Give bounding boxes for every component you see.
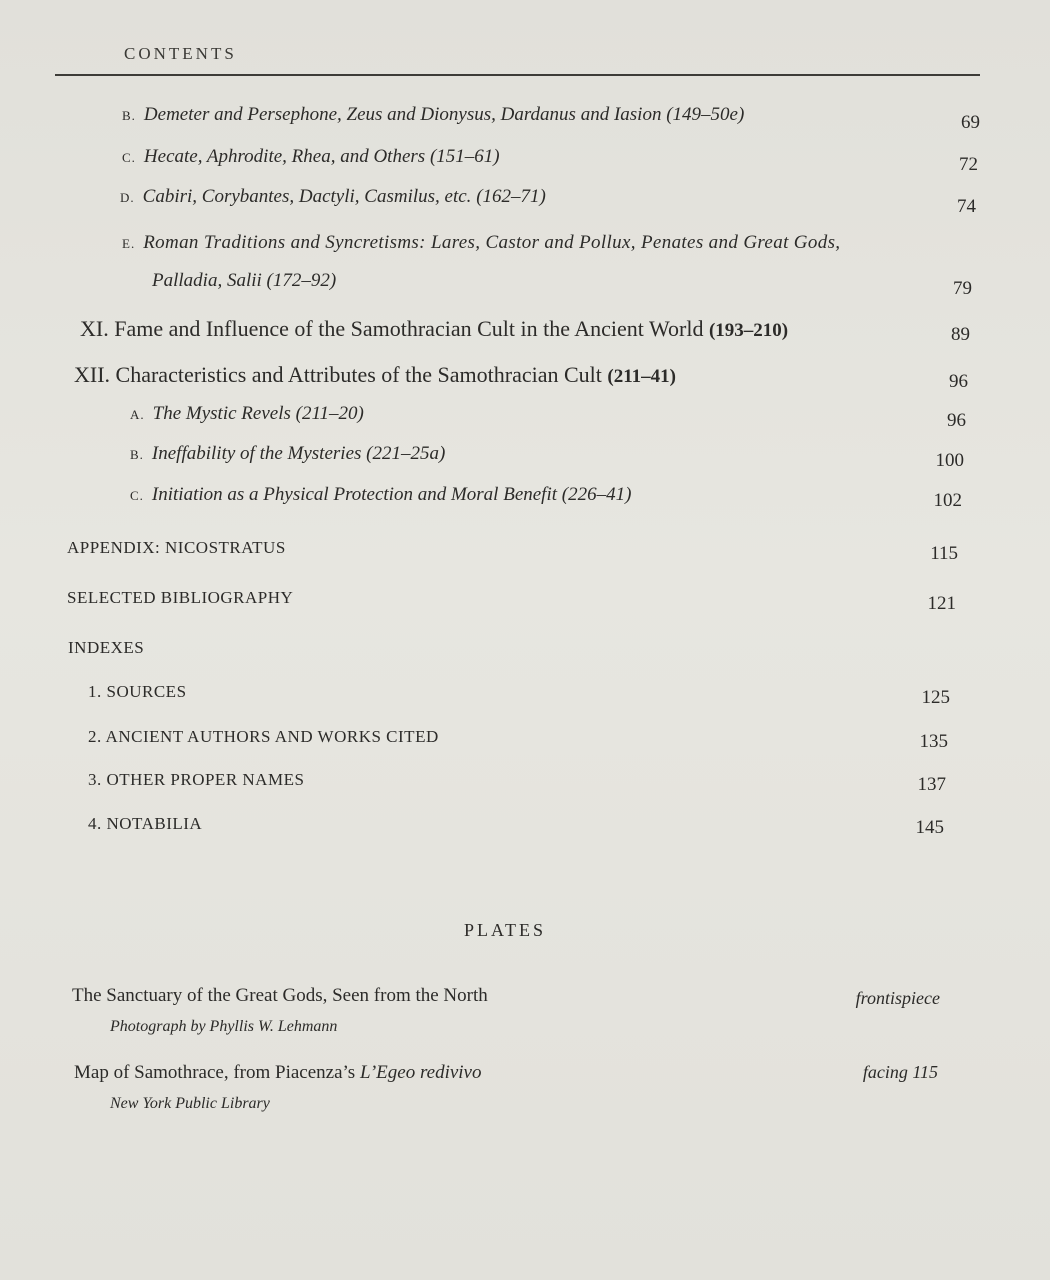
plate-credit: New York Public Library [110, 1095, 270, 1112]
toc-indexes: INDEXES [68, 638, 145, 657]
entry-ref: (149–50e) [666, 104, 745, 125]
toc-chapter-xii [74, 362, 676, 388]
index-item: 1. SOURCES [88, 682, 187, 701]
entry-page: 79 [953, 278, 972, 299]
entry-title: Hecate, Aphrodite, Rhea, and Others [143, 146, 426, 167]
entry-page: 74 [957, 196, 976, 217]
toc-bibliography: SELECTED BIBLIOGRAPHY [67, 588, 294, 607]
entry-title: Ineffability of the Mysteries [151, 443, 362, 464]
plate-title-italic: L’Egeo redivivo [359, 1062, 482, 1083]
entry-title: Cabiri, Corybantes, Dactyli, Casmilus, etc. [142, 186, 472, 207]
plate-title: The Sanctuary of the Great Gods, Seen from the North [72, 985, 488, 1006]
plate-page: frontispiece [855, 988, 940, 1008]
entry-ref: (162–71) [476, 186, 546, 207]
header-rule [55, 74, 980, 76]
entry-title-line1: Roman Traditions and Syncretisms: Lares, Castor and Pollux, Penates and Great Gods, [143, 232, 841, 253]
index-page: 137 [917, 774, 946, 795]
entry-page: 100 [935, 450, 964, 471]
plate-title-prefix: Map of Samothrace, from Piacenza’s [74, 1062, 360, 1083]
running-header: CONTENTS [124, 44, 237, 63]
entry-page: 96 [947, 410, 966, 431]
chapter-title: Fame and Influence of the Samothracian Cult in the Ancient World [114, 316, 704, 341]
chapter-numeral: XII. [74, 362, 111, 387]
chapter-numeral: XI. [80, 316, 109, 341]
entry-page: 69 [961, 112, 980, 133]
chapter-title: Characteristics and Attributes of the Samothracian Cult [115, 362, 602, 387]
toc-entry-c2 [130, 484, 631, 506]
plate-title [74, 1062, 482, 1084]
toc-entry-c [122, 146, 500, 168]
toc-entry-b [122, 104, 744, 126]
index-page: 145 [915, 817, 944, 838]
bibliography-page: 121 [927, 593, 956, 614]
toc-entry-b2 [130, 443, 445, 465]
entry-title-line2: Palladia, Salii [152, 270, 262, 291]
plates-heading: PLATES [464, 920, 547, 940]
entry-letter: A. [130, 407, 145, 422]
entry-ref: (221–25a) [366, 443, 446, 464]
index-page: 125 [921, 687, 950, 708]
entry-ref: (211–20) [295, 403, 364, 424]
plate-credit: Photograph by Phyllis W. Lehmann [110, 1018, 338, 1035]
appendix-page: 115 [930, 543, 958, 564]
entry-letter: D. [120, 190, 135, 205]
entry-letter: C. [130, 488, 144, 503]
entry-ref: (172–92) [266, 270, 337, 291]
index-page: 135 [919, 731, 948, 752]
toc-entry-e-line2 [152, 270, 336, 292]
chapter-page: 96 [949, 371, 968, 392]
entry-ref: (151–61) [429, 146, 500, 167]
toc-chapter-xi [80, 316, 788, 342]
entry-ref: (226–41) [561, 484, 632, 505]
toc-entry-a [130, 403, 364, 425]
entry-letter: B. [122, 108, 136, 123]
entry-page: 72 [959, 154, 978, 175]
toc-appendix: APPENDIX: NICOSTRATUS [67, 538, 286, 557]
toc-entry-e [122, 232, 840, 254]
chapter-ref: (193–210) [708, 320, 789, 341]
entry-title: The Mystic Revels [152, 403, 291, 424]
index-item: 4. NOTABILIA [88, 814, 203, 833]
entry-title: Demeter and Persephone, Zeus and Dionysus, Dardanus and Iasion [143, 104, 662, 125]
toc-entry-d [120, 186, 546, 208]
entry-letter: C. [122, 150, 136, 165]
index-item: 3. OTHER PROPER NAMES [88, 770, 305, 789]
entry-letter: E. [122, 236, 136, 251]
entry-letter: B. [130, 447, 144, 462]
entry-title: Initiation as a Physical Protection and Moral Benefit [151, 484, 558, 505]
index-item: 2. ANCIENT AUTHORS AND WORKS CITED [88, 727, 439, 746]
plate-page: facing 115 [862, 1062, 938, 1082]
chapter-ref: (211–41) [607, 366, 676, 387]
chapter-page: 89 [951, 324, 970, 345]
entry-page: 102 [933, 490, 962, 511]
